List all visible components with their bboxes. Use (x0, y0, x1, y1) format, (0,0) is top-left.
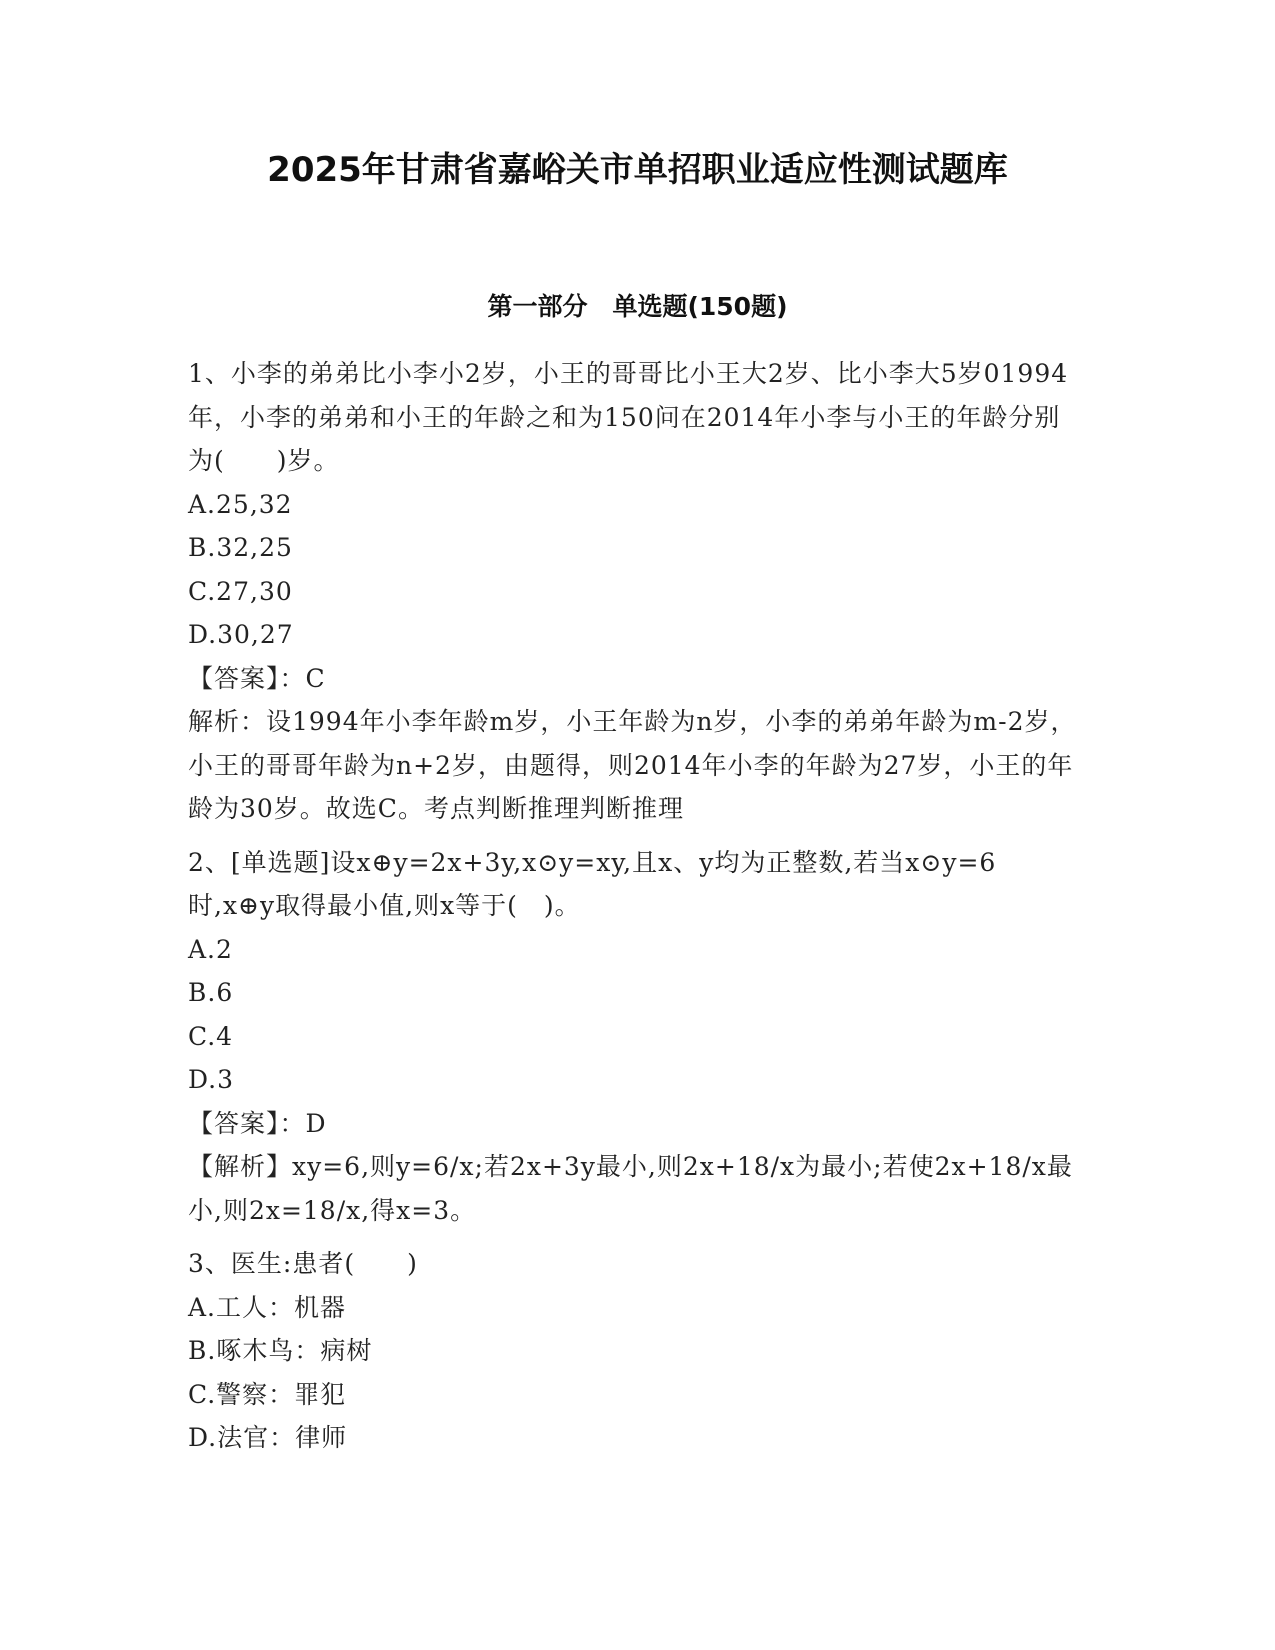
answer-line: 【答案】：D (188, 1108, 327, 1138)
option-d: D.30,27 (188, 620, 294, 649)
question-stem: 2、[单选题]设x⊕y=2x+3y,x⊙y=xy,且x、y均为正整数,若当x⊙y=6时,x⊕y取得最小值,则x等于( )。 (188, 847, 997, 920)
option-a: A.25,32 (188, 489, 293, 519)
question-list (188, 352, 1078, 1470)
option-d: D.3 (188, 1065, 235, 1094)
option-c: C.4 (188, 1021, 234, 1051)
option-b: B.6 (188, 978, 234, 1007)
option-c: C.警察：罪犯 (188, 1379, 347, 1409)
section-heading: 第一部分 单选题(150题) (487, 292, 788, 321)
option-a: A.2 (188, 934, 233, 964)
question-stem: 1、小李的弟弟比小李小2岁，小王的哥哥比小王大2岁、比小李大5岁01994年，小李的弟弟和小王的年龄之和为150问在2014年小李与小王的年龄分别为( )岁。 (188, 359, 1069, 475)
option-c: C.27,30 (188, 576, 293, 606)
question-3 (188, 1242, 1078, 1460)
analysis-text: 解析：设1994年小李年龄m岁，小王年龄为n岁，小李的弟弟年龄为m-2岁，小王的哥哥年龄为n+2岁，由题得，则2014年小李的年龄为27岁，小王的年龄为30岁。故选C。考点判断推理判断推理 (188, 707, 1077, 823)
option-b: B.啄木鸟：病树 (188, 1336, 373, 1365)
question-2 (188, 841, 1078, 1233)
answer-line: 【答案】：C (188, 663, 326, 693)
analysis-text: 【解析】xy=6,则y=6/x;若2x+3y最小,则2x+18/x为最小;若使2x+18/x最小,则2x=18/x,得x=3。 (188, 1152, 1073, 1225)
option-d: D.法官：律师 (188, 1423, 348, 1452)
question-stem: 3、医生:患者( ) (188, 1249, 418, 1278)
option-b: B.32,25 (188, 533, 293, 562)
question-1 (188, 352, 1078, 831)
document-title: 2025年甘肃省嘉峪关市单招职业适应性测试题库 (267, 150, 1008, 190)
option-a: A.工人：机器 (188, 1292, 347, 1322)
